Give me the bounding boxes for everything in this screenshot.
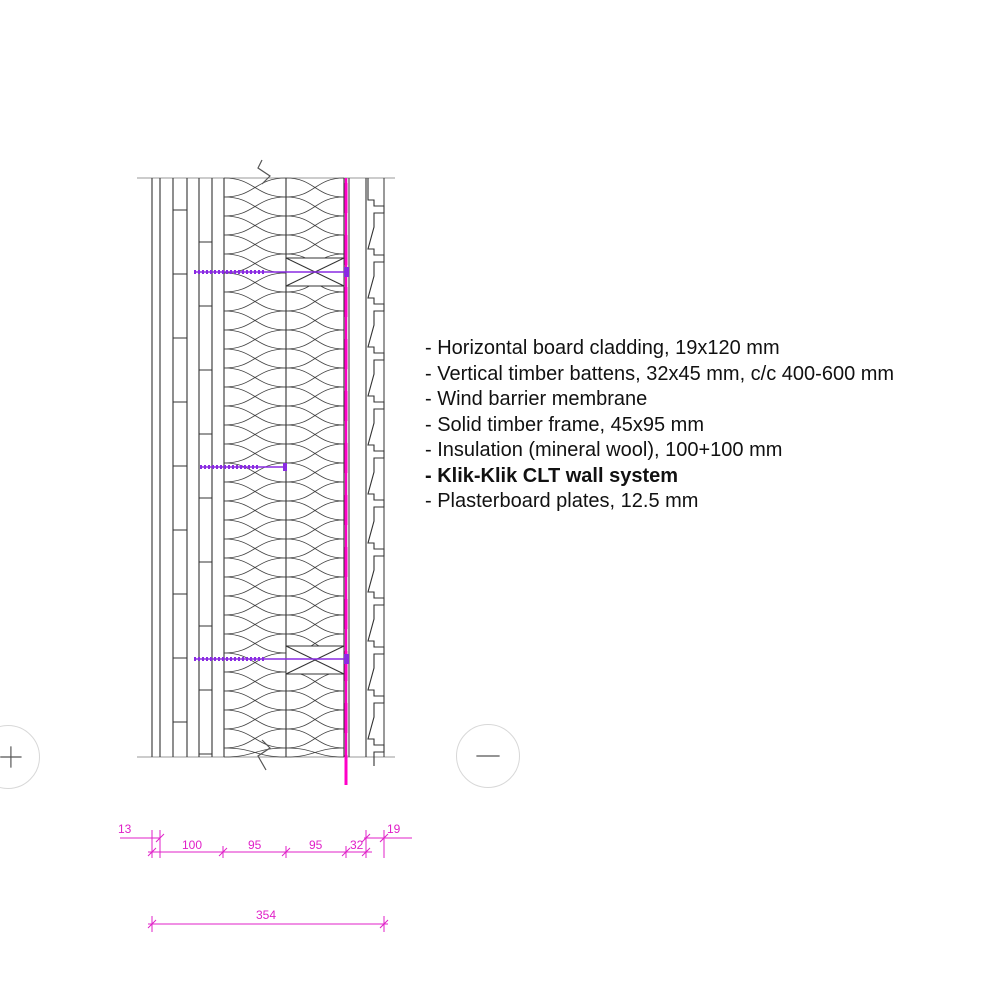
dim-insulation-1: 95 (248, 838, 262, 852)
legend-item-battens: - Vertical timber battens, 32x45 mm, c/c 400-600 mm (425, 362, 895, 385)
layer-legend (425, 336, 894, 515)
plasterboard-layer (152, 178, 160, 757)
horizontal-board-cladding (368, 178, 384, 766)
legend-item-wind-barrier: - Wind barrier membrane (425, 388, 648, 410)
clt-joints (173, 210, 212, 754)
legend-item-plasterboard: - Plasterboard plates, 12.5 mm (425, 490, 699, 512)
legend-item-timber-frame: - Solid timber frame, 45x95 mm (425, 413, 704, 436)
dim-battens: 32 (350, 838, 364, 852)
dim-cladding: 19 (387, 822, 401, 836)
legend-item-insulation: - Insulation (mineral wool), 100+100 mm (425, 439, 783, 461)
legend-item-clt-wall-system: - Klik-Klik CLT wall system (425, 464, 679, 487)
timber-frame-block (286, 646, 344, 674)
zoom-in-button[interactable] (0, 725, 40, 789)
legend-item-cladding: - Horizontal board cladding, 19x120 mm (425, 337, 780, 359)
dim-insulation-2: 95 (309, 838, 323, 852)
zoom-out-button[interactable] (456, 724, 520, 788)
dim-clt: 100 (182, 838, 203, 852)
dim-plasterboard: 13 (118, 822, 132, 836)
dimension-chain (120, 830, 412, 858)
plus-icon (0, 726, 39, 788)
minus-icon (457, 725, 519, 787)
dim-total: 354 (256, 908, 277, 922)
